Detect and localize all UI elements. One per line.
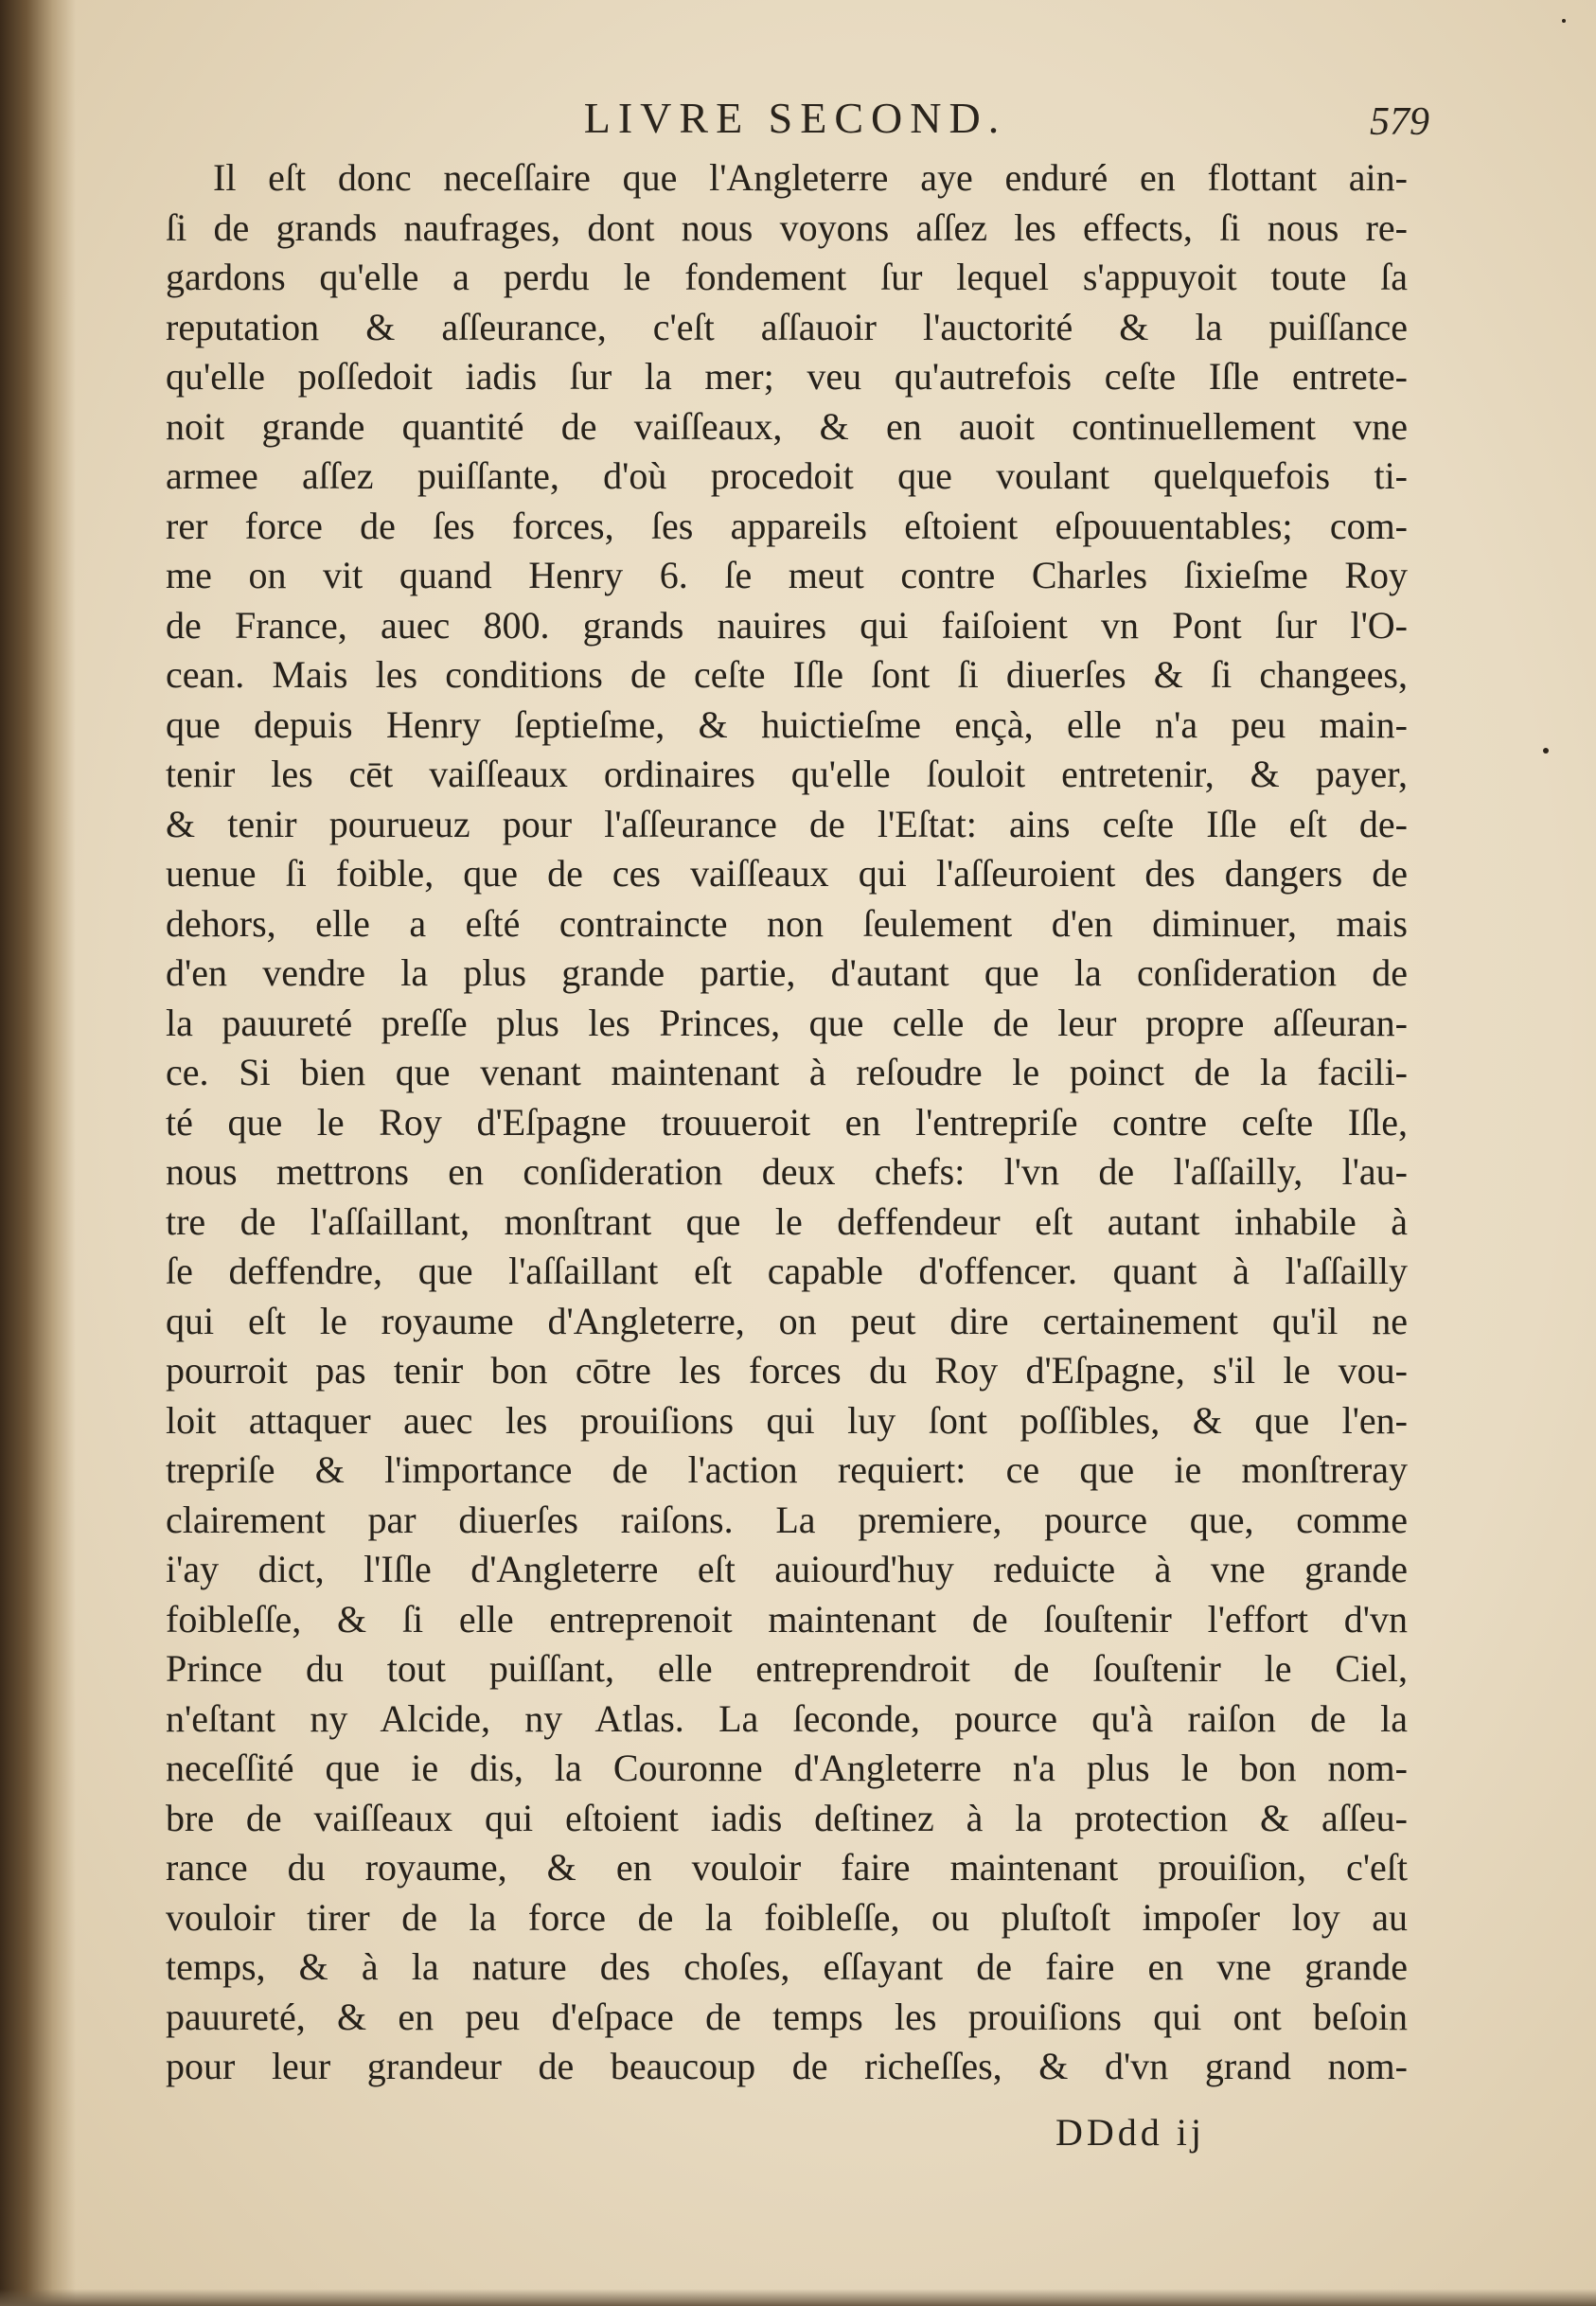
text-line: dehors, elle a eſté contraincte non ſeulement d'en diminuer, mais: [166, 901, 1408, 945]
text-line: neceſſité que ie dis, la Couronne d'Angleterre n'a plus le bon nom-: [166, 1747, 1408, 1789]
text-line: qui eſt le royaume d'Angleterre, on peut dire certainement qu'il ne: [166, 1299, 1408, 1342]
text-line: temps, & à la nature des choſes, eſſayant de faire en vne grande: [166, 1945, 1408, 1988]
text-line: pauureté, & en peu d'eſpace de temps les prouiſions qui ont beſoin: [166, 1995, 1408, 2038]
ink-speck: [1562, 19, 1566, 23]
text-line: noit grande quantité de vaiſſeaux, & en auoit continuellement vne: [166, 404, 1408, 448]
page-number: 579: [1370, 100, 1429, 144]
text-line: reputation & aſſeurance, c'eſt aſſauoir l'auctorité & la puiſſance: [166, 305, 1408, 348]
text-line: uenue ſi foible, que de ces vaiſſeaux qui l'aſſeuroient des dangers de: [166, 852, 1408, 895]
text-line: de France, auec 800. grands nauires qui faiſoient vn Pont ſur l'O-: [166, 603, 1408, 647]
text-line: Prince du tout puiſſant, elle entreprendroit de ſouſtenir le Ciel,: [166, 1647, 1408, 1690]
text-line: que depuis Henry ſeptieſme, & huictieſme ençà, elle n'a peu main-: [166, 702, 1408, 746]
gutter-shadow: [0, 0, 76, 2306]
text-line: armee aſſez puiſſante, d'où procedoit que voulant quelquefois ti-: [166, 454, 1408, 497]
text-line: cean. Mais les conditions de ceſte Iſle ſont ſi diuerſes & ſi changees,: [166, 653, 1408, 696]
page-bottom-edge: [0, 2289, 1596, 2306]
text-line: tenir les cēt vaiſſeaux ordinaires qu'elle ſouloit entretenir, & payer,: [166, 753, 1408, 795]
text-line: vouloir tirer de la force de la foibleſſe, ou pluſtoſt impoſer loy au: [166, 1895, 1408, 1939]
text-line: gardons qu'elle a perdu le fondement ſur lequel s'appuyoit toute ſa: [166, 256, 1408, 298]
text-line: ſi de grands naufrages, dont nous voyons aſſez les effects, ſi nous re-: [166, 205, 1408, 249]
text-line: ſe deffendre, que l'aſſaillant eſt capable d'offencer. quant à l'aſſailly: [166, 1250, 1408, 1292]
text-line: rer force de ſes forces, ſes appareils eſtoient eſpouuentables; com-: [166, 504, 1408, 547]
ink-speck: [1543, 748, 1549, 754]
text-line: la pauureté preſſe plus les Princes, que celle de leur propre aſſeuran-: [166, 1001, 1408, 1044]
page-header: [161, 90, 1429, 147]
text-line: trepriſe & l'importance de l'action requiert: ce que ie monſtreray: [166, 1448, 1408, 1491]
text-line: tre de l'aſſaillant, monſtrant que le deffendeur eſt autant inhabile à: [166, 1199, 1408, 1243]
text-line: Il eſt donc neceſſaire que l'Angleterre aye enduré en flottant ain-: [213, 156, 1408, 199]
text-line: té que le Roy d'Eſpagne trouueroit en l'entrepriſe contre ceſte Iſle,: [166, 1100, 1408, 1144]
signature-mark: DDdd ij: [1055, 2111, 1205, 2154]
text-line: d'en vendre la plus grande partie, d'autant que la conſideration de: [166, 951, 1408, 994]
text-line: i'ay dict, l'Iſle d'Angleterre eſt auiourd'huy reduicte à vne grande: [166, 1548, 1408, 1590]
text-line: clairement par diuerſes raiſons. La premiere, pource que, comme: [166, 1498, 1408, 1541]
text-line: pourroit pas tenir bon cōtre les forces du Roy d'Eſpagne, s'il le vou-: [166, 1349, 1408, 1392]
text-line: pour leur grandeur de beaucoup de richeſſes, & d'vn grand nom-: [166, 2045, 1408, 2087]
text-line: n'eſtant ny Alcide, ny Atlas. La ſeconde, pource qu'à raiſon de la: [166, 1696, 1408, 1740]
text-line: bre de vaiſſeaux qui eſtoient iadis deſtinez à la protection & aſſeu-: [166, 1796, 1408, 1839]
text-line: rance du royaume, & en vouloir faire maintenant prouiſion, c'eſt: [166, 1846, 1408, 1889]
text-line: qu'elle poſſedoit iadis ſur la mer; veu qu'autrefois ceſte Iſle entrete-: [166, 355, 1408, 398]
text-line: loit attaquer auec les prouiſions qui luy ſont poſſibles, & que l'en-: [166, 1398, 1408, 1442]
text-line: ce. Si bien que venant maintenant à reſoudre le poinct de la facili-: [166, 1051, 1408, 1093]
body-text: [166, 153, 1408, 2092]
text-line: me on vit quand Henry 6. ſe meut contre Charles ſixieſme Roy: [166, 554, 1408, 596]
running-head: LIVRE SECOND.: [583, 94, 1007, 142]
text-line: nous mettrons en conſideration deux chefs: l'vn de l'aſſailly, l'au-: [166, 1150, 1408, 1193]
text-line: & tenir pourueuz pour l'aſſeurance de l'Eſtat: ains ceſte Iſle eſt de-: [166, 802, 1408, 845]
text-line: foibleſſe, & ſi elle entreprenoit maintenant de ſouſtenir l'effort d'vn: [166, 1597, 1408, 1641]
